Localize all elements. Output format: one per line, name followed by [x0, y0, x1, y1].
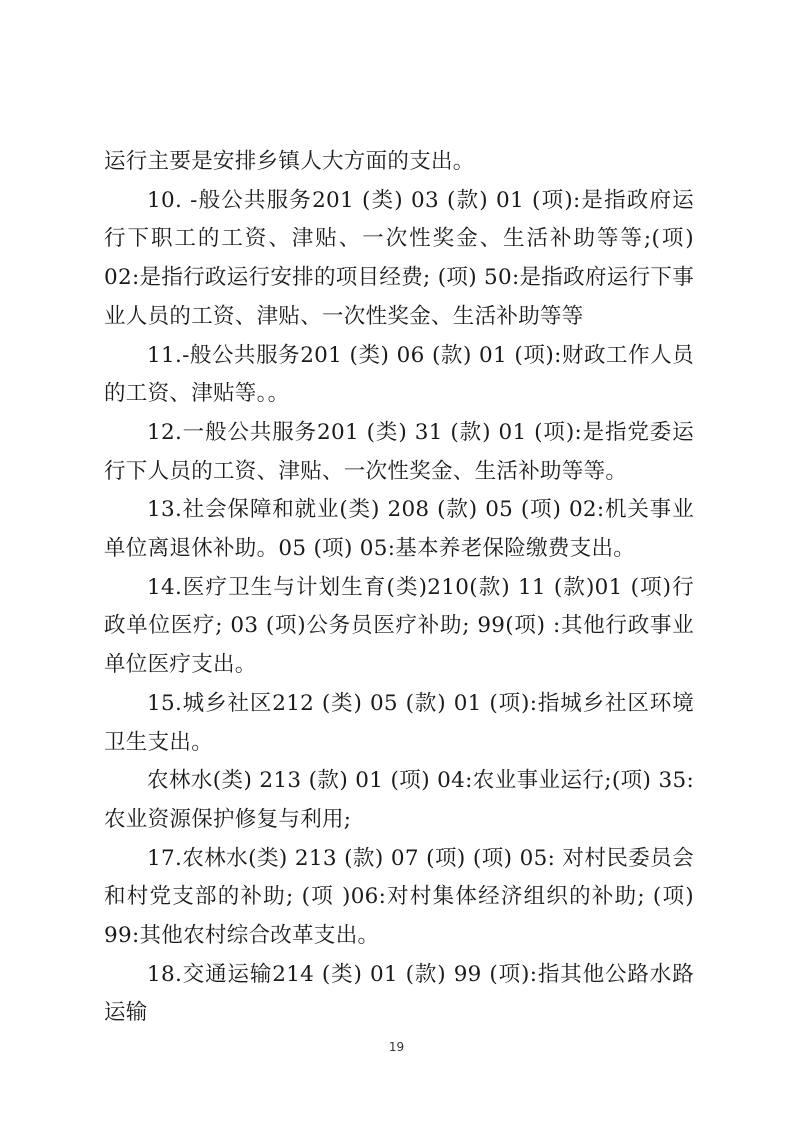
paragraph-5: 13.社会保障和就业(类) 208 (款) 05 (项) 02:机关事业单位离退休补助。05 (项) 05:基本养老保险缴费支出。: [104, 497, 694, 562]
paragraph-3: 11.-般公共服务201 (类) 06 (款) 01 (项):财政工作人员的工资、津贴等。。: [104, 342, 694, 407]
paragraph-10: 18.交通运输214 (类) 01 (款) 99 (项):指其他公路水路运输: [104, 961, 694, 1026]
paragraph-1: 运行主要是安排乡镇人大方面的支出。: [104, 149, 475, 174]
paragraph-7: 15.城乡社区212 (类) 05 (款) 01 (项):指城乡社区环境卫生支出。: [104, 690, 694, 755]
paragraph-2: 10. -般公共服务201 (类) 03 (款) 01 (项):是指政府运行下职工的工资、津贴、一次性奖金、生活补助等等;(项) 02:是指行政运行安排的项目经费; (项) 50:是指政府运行下事业人员的工资、津贴、一次性奖金、生活补助等等: [104, 187, 694, 329]
paragraph-6: 14.医疗卫生与计划生育(类)210(款) 11 (款)01 (项)行政单位医疗; 03 (项)公务员医疗补助; 99(项) :其他行政事业单位医疗支出。: [104, 574, 694, 678]
paragraph-9: 17.农林水(类) 213 (款) 07 (项) (项) 05: 对村民委员会和村党支部的补助; (项 )06:对村集体经济组织的补助; (项) 99:其他农村综合改革支出。: [104, 845, 694, 949]
page-number: 19: [388, 1040, 405, 1054]
body-text: [104, 143, 694, 1033]
paragraph-8: 农林水(类) 213 (款) 01 (项) 04:农业事业运行;(项) 35:农业资源保护修复与利用;: [104, 768, 694, 832]
paragraph-4: 12.一般公共服务201 (类) 31 (款) 01 (项):是指党委运行下人员的工资、津贴、一次性奖金、生活补助等等。: [104, 419, 694, 484]
